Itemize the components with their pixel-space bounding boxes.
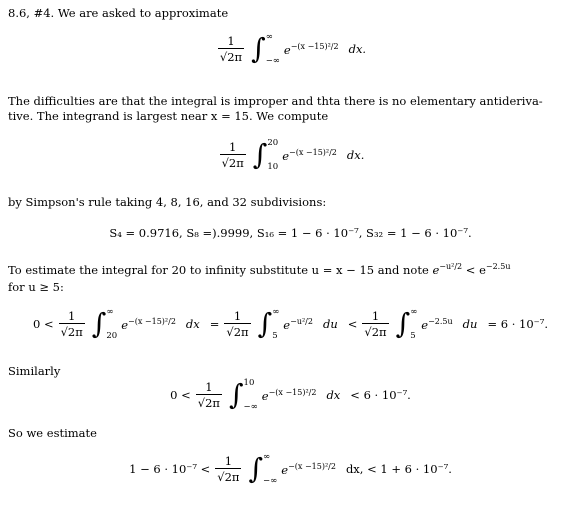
differential: dx. bbox=[346, 148, 365, 162]
paragraph-5: Similarly bbox=[8, 364, 61, 378]
equation-3: 0 < $\frac{1}{√2\pi}$ ∫ ∞ 20 $e^{-(x -15)^2/2}$ dx = $\frac{1}{√2\pi}$ ∫ ∞ 5 $e^{-u^2/2}$ du < $\frac{1}{√2\pi}$ ∫ ∞ 5 $e^{-2.5u}$ du = 6 · 10⁻⁷. bbox=[32, 307, 548, 341]
paragraph-1: The difficulties are that the integral is improper and thta there is no elementary antideriva- bbox=[8, 94, 543, 108]
paragraph-4a: To estimate the integral for 20 to infinity substitute u = x − 15 and note $e^{-u^2/2} < e^{-2.5u}$ bbox=[8, 262, 511, 277]
simpson-results: S₄ = 0.9716, S₈ =).9999, S₁₆ = 1 − 6 · 10⁻⁷, S₃₂ = 1 − 6 · 10⁻⁷. bbox=[109, 226, 472, 240]
integrand: $e^{-(x -15)^2/2}$ bbox=[283, 41, 339, 57]
integrand: $e^{-(x -15)^2/2}$ bbox=[282, 147, 337, 163]
fraction: $\frac{1}{√2\pi}$ bbox=[219, 34, 243, 64]
fraction: $\frac{1}{√2\pi}$ bbox=[221, 140, 244, 170]
equation-2 bbox=[0, 138, 581, 172]
header-line: 8.6, #4. We are asked to approximate bbox=[8, 6, 229, 20]
equation-5: 1 − 6 · 10⁻⁷ < $\frac{1}{√2\pi}$ ∫ ∞ −∞ $e^{-(x -15)^2/2}$ dx, < 1 + 6 · 10⁻⁷. bbox=[129, 452, 452, 486]
paragraph-2: tive. The integrand is largest near x = 15. We compute bbox=[8, 109, 329, 123]
integral-sign: ∫ 20 10 bbox=[252, 138, 279, 172]
differential: dx. bbox=[348, 42, 367, 56]
paragraph-4b: for u ≥ 5: bbox=[8, 280, 64, 294]
equation-1 bbox=[0, 32, 581, 66]
equation-4: 0 < $\frac{1}{√2\pi}$ ∫ 10 −∞ $e^{-(x -15)^2/2}$ dx < 6 · 10⁻⁷. bbox=[170, 378, 411, 412]
integral-sign: ∫ ∞ −∞ bbox=[251, 32, 280, 66]
paragraph-6: So we estimate bbox=[8, 426, 97, 440]
paragraph-3: by Simpson's rule taking 4, 8, 16, and 32 subdivisions: bbox=[8, 195, 327, 209]
